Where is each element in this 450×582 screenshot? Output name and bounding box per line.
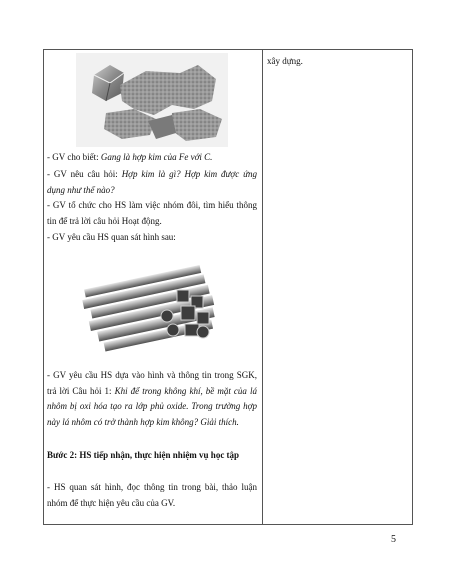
lesson-table	[43, 49, 413, 525]
paragraph-group-work: - GV tổ chức cho HS làm việc nhóm đôi, tìm hiểu thông tin để trả lời câu hỏi Hoạt động.	[47, 200, 257, 226]
cast-iron-pieces-image	[76, 53, 228, 147]
steel-bars-image	[81, 256, 221, 356]
right-column	[263, 50, 412, 66]
paragraph-students: - HS quan sát hình, đọc thông tin trong bài, thảo luận nhóm để thực hiện yêu cầu của GV.	[47, 482, 257, 508]
left-column	[44, 50, 262, 524]
step-2-heading: Bước 2: HS tiếp nhận, thực hiện nhiệm vụ học tập	[47, 450, 240, 460]
page-number: 5	[391, 534, 396, 545]
paragraph-gang: - GV cho biết: Gang là hợp kim của Fe với C.	[47, 152, 213, 162]
right-column-text: xây dựng.	[267, 56, 303, 66]
column-divider	[262, 50, 263, 524]
paragraph-observe: - GV yêu cầu HS quan sát hình sau:	[47, 232, 176, 242]
paragraph-question-1: - GV yêu cầu HS dựa vào hình và thông tin trong SGK, trả lời Câu hỏi 1: Khi để trong không khí, bề mặt của lá nhôm bị oxi hóa tạo ra lớp phủ oxide. Trong trường hợp này lá nhôm có trở thành hợp kim không? Giải thích.	[47, 370, 257, 427]
paragraph-question: - GV nêu câu hỏi: Hợp kim là gì? Hợp kim được ứng dụng như thế nào?	[47, 169, 257, 195]
